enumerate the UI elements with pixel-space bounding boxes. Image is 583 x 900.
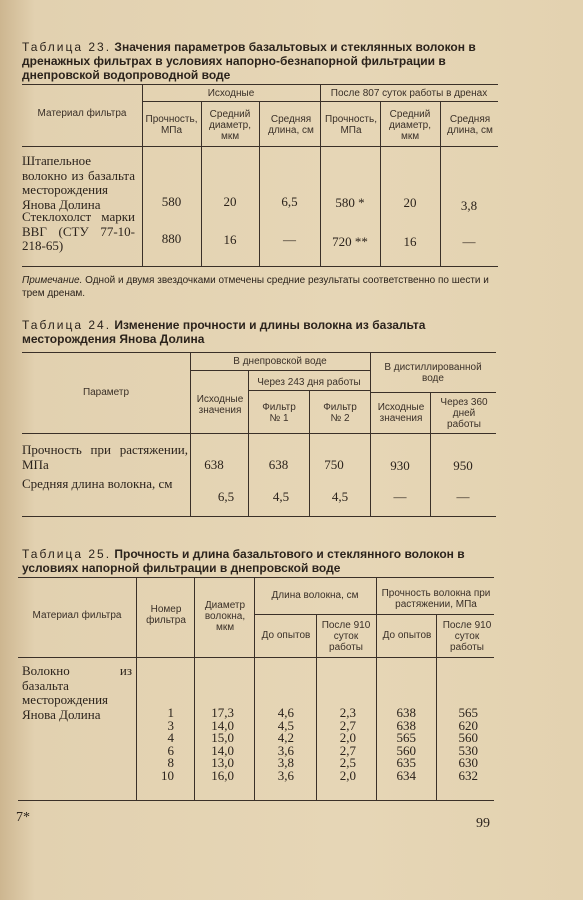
signature-mark: 7* [16,810,30,825]
t24-group-after243: Через 243 дня работы [257,377,361,388]
table25-label: Таблица 25. [22,547,112,561]
t24-col-param: Параметр [82,387,130,398]
t24-col-initial: Исходные значения [196,394,244,416]
t23-col-diameter: Средний диаметр, мкм [208,109,251,142]
t24-group-dnepr: В днепровской воде [233,356,327,367]
t25-col-filter-no: Номер фильтра [146,604,186,626]
t25-diameter: 17,3 14,0 15,0 14,0 13,0 16,0 [211,705,234,783]
table25-title: Прочность и длина базальтового и стеклянного волокон в условиях напорной фильтрации в днепровской воде [22,547,465,575]
t23-note-label: Примечание. [22,275,83,286]
t24-r1-v4: 930 [390,458,410,473]
t25-col-str-before: До опытов [382,630,432,641]
t24-row1-param: Прочность при растяжении, МПа [22,442,188,472]
t24-col-filter1: Фильтр № 1 [262,402,296,424]
t24-r2-v3: 4,5 [331,489,349,504]
table24-label: Таблица 24. [22,318,112,332]
table24-caption [22,318,506,346]
t23-r1-length: 6,5 [281,194,298,209]
t23-col-strength: Прочность, МПа [145,114,198,136]
t25-group-strength: Прочность волокна при растяжении, МПа [381,588,491,610]
t25-len-after: 2,3 2,7 2,0 2,7 2,5 2,0 [339,705,356,783]
page-number: 99 [476,816,490,831]
t25-col-str-after: После 910 суток работы [442,620,492,653]
t23-r1-length2: 3,8 [460,198,478,213]
t25-filter-no: 1 3 4 6 8 10 [161,705,174,783]
t24-r2-v2: 4,5 [272,489,290,504]
t24-r1-v3: 750 [324,457,344,472]
table23-label: Таблица 23. [22,40,112,54]
table25-caption [22,547,506,575]
t25-material: Волокно из базальта месторождения Янова Долина [22,663,132,722]
t24-r2-v1: 6,5 [217,489,235,504]
t23-row2-material: Стеклохолст марки ВВГ (СТУ 77-10-218-65) [22,209,135,253]
t23-r2-length2: — [462,234,476,249]
t24-r1-v1: 638 [204,457,224,472]
t25-col-len-before: До опытов [261,630,311,641]
t23-r1-strength: 580 [161,194,182,209]
t23-r2-length: — [283,232,296,247]
t24-row2-param: Средняя длина волокна, см [22,476,173,491]
t25-col-material: Материал фильтра [32,610,122,621]
t25-len-before: 4,6 4,5 4,2 3,6 3,8 3,6 [277,705,294,783]
t25-col-diameter: Диаметр волокна, мкм [204,600,246,633]
t23-col-length: Средняя длина, см [268,114,314,136]
table24-title: Изменение прочности и длины волокна из базальта месторождения Янова Долина [22,318,426,346]
t23-r1-strength2: 580 * [335,195,365,210]
t23-col-strength2: Прочность, МПа [325,114,377,136]
t24-r2-v5: — [456,489,470,504]
t23-r2-diameter: 16 [223,232,237,247]
t23-note [22,274,500,300]
t23-r2-strength: 880 [161,231,182,246]
t23-r2-diameter2: 16 [403,234,417,249]
t24-col-initial2: Исходные значения [377,402,425,424]
t25-str-before: 638 638 565 560 635 634 [396,705,416,783]
t23-note-text: Одной и двумя звездочками отмечены средние результаты соответственно по шести и трем дренам. [22,275,489,299]
t24-r1-v2: 638 [268,457,289,472]
t24-col-after360: Через 360 дней работы [440,397,488,430]
t25-group-length: Длина волокна, см [271,590,359,601]
table23-caption [22,40,506,82]
t24-col-filter2: Фильтр № 2 [323,402,357,424]
t23-group-after: После 807 суток работы в дренах [330,88,488,99]
t23-col-diameter2: Средний диаметр, мкм [388,109,431,142]
t23-group-initial: Исходные [207,88,255,99]
t24-group-distilled: В дистиллированной воде [384,362,482,384]
t24-r2-v4: — [393,489,407,504]
table23-title: Значения параметров базальтовых и стеклянных волокон в дренажных фильтрах в условиях напорно-безнапорной фильтрации в днепровской водопроводной воде [22,40,476,82]
t23-r1-diameter: 20 [223,194,237,209]
t23-col-length2: Средняя длина, см [447,114,493,136]
t25-str-after: 565 620 560 530 630 632 [458,705,478,783]
t24-r1-v5: 950 [453,458,473,473]
t23-r1-diameter2: 20 [403,195,417,210]
t23-col-material: Материал фильтра [37,108,127,119]
t23-row1-material: Штапельное волокно из базальта месторождения Янова Долина [22,153,135,212]
t25-col-len-after: После 910 суток работы [321,620,371,653]
t23-r2-strength2: 720 ** [332,234,368,249]
